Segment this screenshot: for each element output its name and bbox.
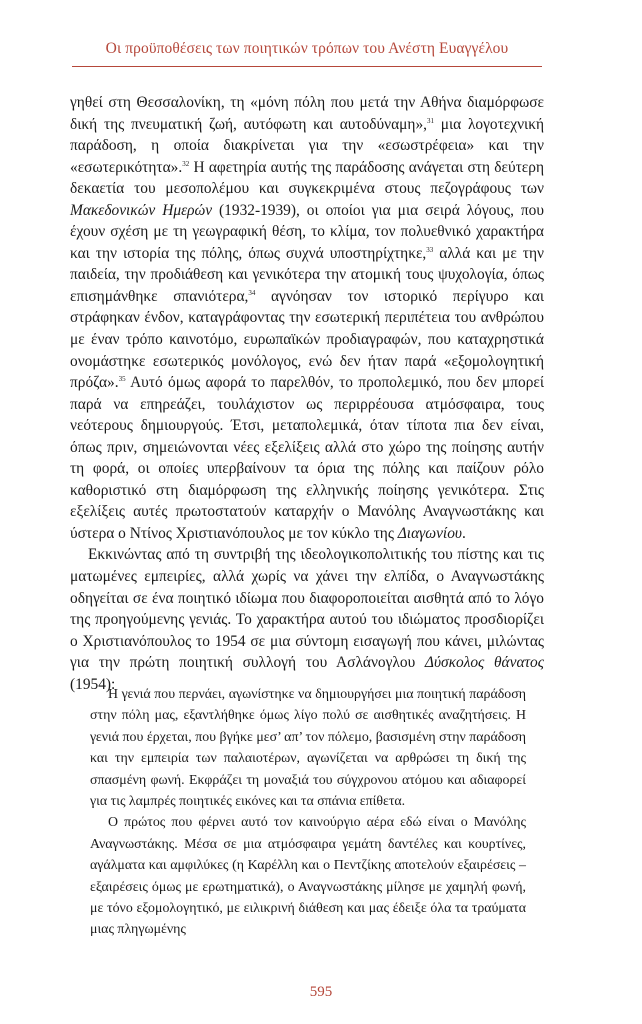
paragraph-2-text-2: (1954): [70,675,116,693]
paragraph-1-text-6: αγνόησαν τον ιστορικό περίγυρο και στράφηκαν ένδον, καταγράφοντας την εσωτερική περιπέτεια του ανθρώπου με έναν τρόπο καινοτόμο, ευρωπαϊκών προδιαγραφών, που καταχρηστικά ονομάστηκε εσωτερικός μονόλογος, ενώ δεν ήταν παρά «εξομολογητική πρόζα». [70,287,544,392]
book-title-dyskolos-thanatos: Δύσκολος θάνατος [424,654,544,672]
footnote-ref-32[interactable]: 32 [182,159,190,168]
paragraph-2 [70,544,544,695]
main-text [70,92,544,695]
paragraph-1-text-1: γηθεί στη Θεσσαλονίκη, τη «μόνη πόλη που μετά την Αθήνα διαμόρφωσε δική της πνευματική ζωή, αυτόφωτη και αυτοδύναμη», [70,94,544,133]
journal-title-makedonikes-imeres: Μακεδονικών Ημερών [70,201,213,219]
paragraph-1-text-8: . [461,524,466,542]
footnote-ref-33[interactable]: 33 [426,245,434,254]
journal-title-diagoniou: Διαγωνίου [397,524,462,542]
running-header: Οι προϋποθέσεις των ποιητικών τρόπων του Ανέστη Ευαγγέλου [105,40,509,57]
footnote-ref-31[interactable]: 31 [427,116,435,125]
paragraph-1-text-2: μια λογοτεχνική παράδοση, η οποία διακρίνεται για την «εσωστρέφεια» και την «εσωτερικότητα». [70,115,544,176]
header-rule [72,66,542,67]
paragraph-2-text-1: Εκκινώντας από τη συντριβή της ιδεολογικοπολιτικής του πίστης και τις ματωμένες εμπειρίες, αλλά χωρίς να χάνει την ελπίδα, ο Αναγνωστάκης οδηγείται σε ένα ποιητικό ιδίωμα που διαφοροποιείται αισθητά από το λόγο της προηγούμενης γενιάς. Το χαρακτήρα αυτού του ιδιώματος προσδιορίζει ο Χριστιανόπουλος το 1954 σε μια σύντομη εισαγωγή που κάνει, μιλώντας για την πρώτη ποιητική συλλογή του Ασλάνογλου [70,546,544,672]
paragraph-1-text-7: Αυτό όμως αφορά το παρελθόν, το προπολεμικό, που δεν μπορεί παρά να επηρεάζει, τουλάχιστον ως περιρρέουσα ατμόσφαιρα, τους νεότερους δημιουργούς. Έτσι, μεταπολεμικά, όταν τίποτα πια δεν είναι, όπως πριν, σημειώνονται νέες εξελίξεις αλλά στο χώρο της ποίησης αυτήν τη φορά, οι οποίες υπερβαίνουν τα όρια της πόλης και παίζουν ρόλο καθοριστικό στη διαμόρφωση της ελληνικής ποίησης γενικότερα. Στις εξελίξεις αυτές πρωτοστατούν καταρχήν ο Μανόλης Αναγνωστάκης και ύστερα ο Ντίνος Χριστιανόπουλος με τον κύκλο της [70,374,544,542]
paragraph-1 [70,92,544,544]
quote-paragraph-2: Ο πρώτος που φέρνει αυτό τον καινούργιο αέρα εδώ είναι ο Μανόλης Αναγνωστάκης. Μέσα σε μια ατμόσφαιρα γεμάτη δαντέλες και κουρτίνες, αγάλματα και αμφιλύκες (η Καρέλλη και ο Πεντζίκης αποτελούν εξαιρέσεις –εξαιρέσεις όμως με ερωτηματικά), ο Αναγνωστάκης μίλησε με χαμηλή φωνή, με τόνο εξομολογητικό, με ειλικρινή διάθεση και μας έδειξε όλα τα τραύματα μιας πληγωμένης [90,815,526,938]
quote-paragraph-1: Η γενιά που περνάει, αγωνίστηκε να δημιουργήσει μια ποιητική παράδοση στην πόλη μας, εξαντλήθηκε όμως λίγο πολύ σε αισθητικές αναζητήσεις. Η γενιά που έρχεται, που βγήκε μεσ’ απ’ τον πόλεμο, βασισμένη στην παράδοση και την εμπειρία των παλαιοτέρων, αγωνίζεται να αρθρώσει τη δική της σπασμένη φωνή. Εκφράζει τη μοναξιά του σύγχρονου ατόμου και αδιαφορεί για τις λαμπρές ποιητικές εικόνες και τα σπάνια επίθετα. [90,687,526,810]
paragraph-1-text-5: αλλά και με την παιδεία, την προδιάθεση και γενικότερα την ατομική τους ψυχολογία, όπως επισημάνθηκε σπανιότερα, [70,244,544,305]
block-quote [90,684,526,941]
page-number: 595 [309,984,333,1000]
footnote-ref-35[interactable]: 35 [118,374,126,383]
paragraph-1-text-4: (1932-1939), οι οποίοι για μια σειρά λόγους, που έχουν σχέση με τη γεωγραφική θέση, το κλίμα, τον πολυεθνικό χαρακτήρα και την ιστορία της πόλης, όπως συχνά υποστηρίχτηκε, [70,201,544,262]
footnote-ref-34[interactable]: 34 [248,288,256,297]
paragraph-1-text-3: Η αφετηρία αυτής της παράδοσης ανάγεται στη δεύτερη δεκαετία του μεσοπολέμου και συγκεκριμένα στους πεζογράφους των [70,158,544,198]
